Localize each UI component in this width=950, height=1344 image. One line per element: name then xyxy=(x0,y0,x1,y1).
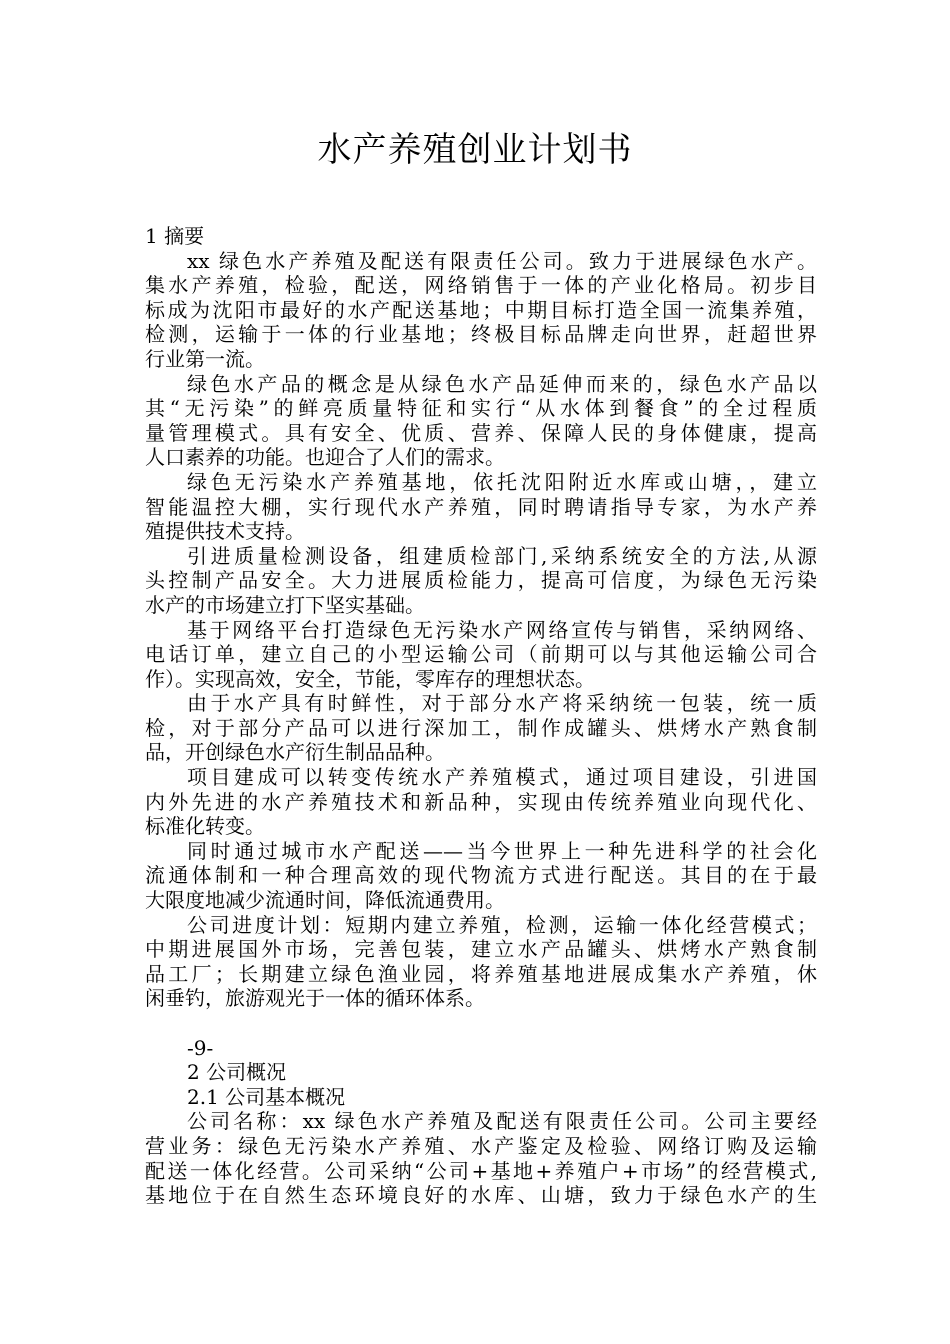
text-line: 公司名称：xx 绿色水产养殖及配送有限责任公司。公司主要经 xyxy=(187,1109,817,1134)
text-line: 2.1 公司基本概况 xyxy=(187,1084,346,1109)
text-line: 闲垂钓，旅游观光于一体的循环体系。 xyxy=(145,986,485,1011)
text-line: 营业务：绿色无污染水产养殖、水产鉴定及检验、网络订购及运输 xyxy=(145,1133,817,1158)
text-line: 绿色无污染水产养殖基地，依托沈阳附近水库或山塘，，建立 xyxy=(187,469,817,494)
text-line: 检，对于部分产品可以进行深加工，制作成罐头、烘烤水产熟食制 xyxy=(145,715,817,740)
text-line: 标准化转变。 xyxy=(145,814,265,839)
text-line: 作）。实现高效，安全，节能，零库存的理想状态。 xyxy=(145,666,595,691)
text-line: 集水产养殖，检验，配送，网络销售于一体的产业化格局。初步目 xyxy=(145,273,817,298)
text-line: -9- xyxy=(187,1035,214,1060)
text-line: 量管理模式。具有安全、优质、营养、保障人民的身体健康，提高 xyxy=(145,420,817,445)
text-line: 绿色水产品的概念是从绿色水产品延伸而来的，绿色水产品以 xyxy=(187,371,817,396)
text-line: 同时通过城市水产配送——当今世界上一种先进科学的社会化 xyxy=(187,838,817,863)
text-line: 大限度地减少流通时间，降低流通费用。 xyxy=(145,888,505,913)
text-line: 基于网络平台打造绿色无污染水产网络宣传与销售，采纳网络、 xyxy=(187,617,817,642)
text-line: 引进质量检测设备，组建质检部门,采纳系统安全的方法,从源 xyxy=(187,543,817,568)
text-line: 内外先进的水产养殖技术和新品种，实现由传统养殖业向现代化、 xyxy=(145,789,817,814)
text-line: 基地位于在自然生态环境良好的水库、山塘，致力于绿色水产的生 xyxy=(145,1183,817,1208)
text-line: 人口素养的功能。也迎合了人们的需求。 xyxy=(145,445,505,470)
text-line: xx 绿色水产养殖及配送有限责任公司。致力于进展绿色水产。 xyxy=(187,248,817,273)
text-line: 殖提供技术支持。 xyxy=(145,519,305,544)
text-line: 配送一体化经营。公司采纳“公司+基地+养殖户+市场”的经营模式, xyxy=(145,1158,817,1183)
text-line: 标成为沈阳市最好的水产配送基地；中期目标打造全国一流集养殖， xyxy=(145,297,817,322)
text-line: 其“无污染”的鲜亮质量特征和实行“从水体到餐食”的全过程质 xyxy=(145,396,817,421)
text-line: 水产的市场建立打下坚实基础。 xyxy=(145,592,425,617)
text-line: 1 摘要 xyxy=(145,224,205,248)
document-body xyxy=(145,224,817,1208)
text-line: 头控制产品安全。大力进展质检能力，提高可信度，为绿色无污染 xyxy=(145,568,817,593)
text-line: 检测，运输于一体的行业基地；终极目标品牌走向世界，赶超世界 xyxy=(145,322,817,347)
text-line: 行业第一流。 xyxy=(145,346,265,371)
document-title: 水产养殖创业计划书 xyxy=(317,130,633,170)
text-line: 2 公司概况 xyxy=(187,1060,287,1085)
blank-line xyxy=(145,1011,817,1036)
text-line: 公司进度计划：短期内建立养殖，检测，运输一体化经营模式； xyxy=(187,912,817,937)
text-line: 中期进展国外市场，完善包装，建立水产品罐头、烘烤水产熟食制 xyxy=(145,937,817,962)
text-line: 品工厂；长期建立绿色渔业园，将养殖基地进展成集水产养殖，休 xyxy=(145,961,817,986)
text-line: 智能温控大棚，实行现代水产养殖，同时聘请指导专家，为水产养 xyxy=(145,494,817,519)
text-line: 电话订单，建立自己的小型运输公司（前期可以与其他运输公司合 xyxy=(145,642,817,667)
text-line: 品，开创绿色水产衍生制品品种。 xyxy=(145,740,445,765)
text-line: 由于水产具有时鲜性，对于部分水产将采纳统一包装，统一质 xyxy=(187,691,817,716)
text-line: 项目建成可以转变传统水产养殖模式，通过项目建设，引进国 xyxy=(187,765,817,790)
text-line: 流通体制和一种合理高效的现代物流方式进行配送。其目的在于最 xyxy=(145,863,817,888)
